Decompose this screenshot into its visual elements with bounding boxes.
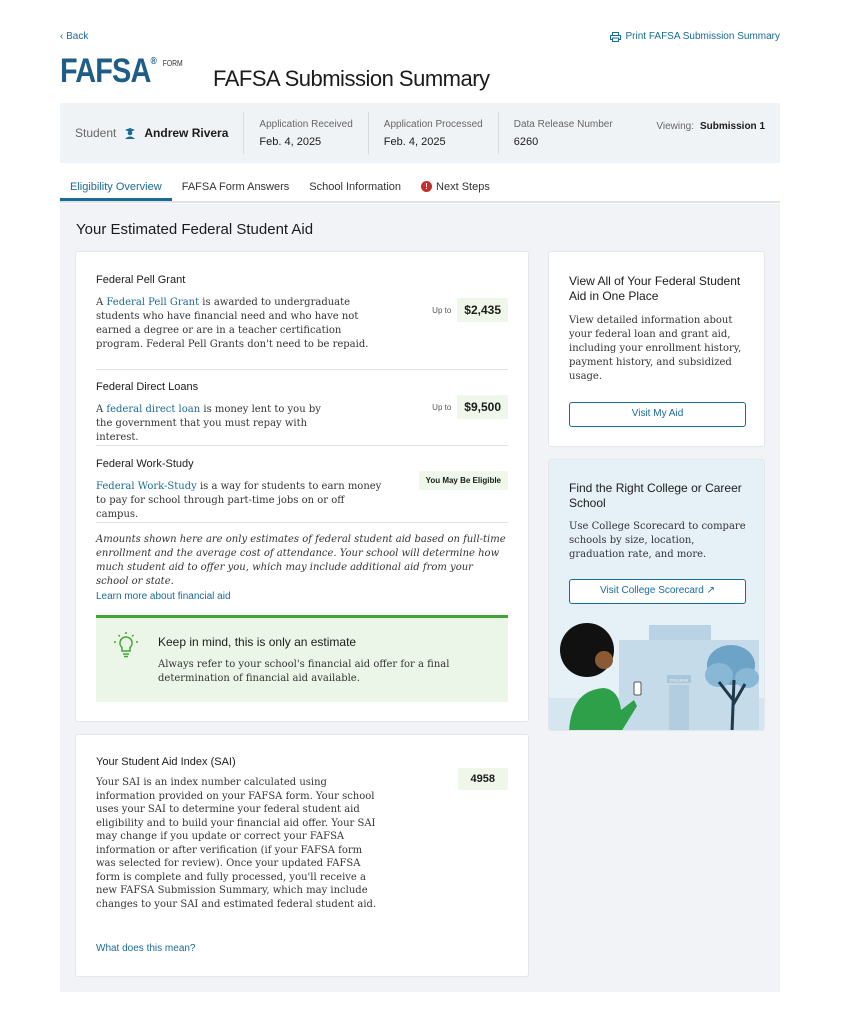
my-aid-body: View detailed information about your federal loan and grant aid, including your enrollment history, payment history, and subsidized usage. xyxy=(569,315,742,382)
learn-more-link[interactable]: Learn more about financial aid xyxy=(96,591,231,602)
sai-value: 4958 xyxy=(458,768,508,790)
drn-label: Data Release Number xyxy=(513,118,613,130)
aid-item-direct-loans: Federal Direct Loans A federal direct loan is money lent to you by the government that you must repay with interest. Up to $9,500 xyxy=(96,381,508,445)
fafsa-logo: FAFSA® $^{FORM}$ xyxy=(60,52,183,90)
tab-next-steps[interactable]: ! Next Steps xyxy=(411,176,500,201)
printer-icon xyxy=(610,32,621,42)
tab-school-information[interactable]: School Information xyxy=(309,181,402,193)
back-link[interactable]: ‹ Back xyxy=(60,31,89,42)
student-label: Student xyxy=(75,126,117,140)
tab-fafsa-form-answers[interactable]: FAFSA Form Answers xyxy=(181,181,290,193)
sai-body: Your SAI is an index number calculated using information provided on your FAFSA form. Your school uses your SAI to determine your federal student aid eligibility and to build your financial aid offer. Your SAI may change if you update or correct your FAFSA information or after verification (if your FAFSA form was selected for review). Once your updated FAFSA form is complete and fully processed, you'll receive a new FAFSA Submission Summary, which may include changes to your SAI and estimated federal student aid. xyxy=(96,777,377,910)
received-label: Application Received xyxy=(259,118,353,130)
processed-date: Feb. 4, 2025 xyxy=(383,135,446,148)
work-study-link[interactable]: Federal Work-Study xyxy=(96,481,197,492)
tab-bar xyxy=(60,176,780,203)
visit-college-scorecard-button[interactable]: Visit College Scorecard ↗ xyxy=(569,579,746,604)
lightbulb-icon xyxy=(111,630,141,660)
college-illustration xyxy=(549,610,765,731)
processed-label: Application Processed xyxy=(383,118,483,130)
sai-card xyxy=(75,734,529,977)
aid-amount: Up to $2,435 xyxy=(432,298,508,322)
divider xyxy=(96,369,508,370)
divider xyxy=(96,445,508,446)
aid-title: Federal Direct Loans xyxy=(96,381,199,393)
estimate-tip xyxy=(96,615,508,702)
tip-title: Keep in mind, this is only an estimate xyxy=(158,635,357,649)
aid-amount: Up to $9,500 xyxy=(432,395,508,419)
sai-title: Your Student Aid Index (SAI) xyxy=(96,756,236,768)
received-date: Feb. 4, 2025 xyxy=(259,135,322,148)
scorecard-card xyxy=(548,459,765,731)
aid-title: Federal Pell Grant xyxy=(96,274,186,286)
page-title: FAFSA Submission Summary xyxy=(213,66,490,91)
print-link[interactable] xyxy=(610,31,781,42)
alert-icon: ! xyxy=(421,181,432,192)
submission-info-bar xyxy=(60,103,780,163)
divider xyxy=(96,522,508,523)
aid-card xyxy=(75,251,529,722)
my-aid-title: View All of Your Federal Student Aid in One Place xyxy=(569,274,741,303)
viewing-submission: Viewing: Submission 1 xyxy=(656,121,765,132)
tip-body: Always refer to your school's financial aid offer for a final determination of financial aid available. xyxy=(158,659,450,684)
scorecard-body: Use College Scorecard to compare schools by size, location, graduation rate, and more. xyxy=(569,521,746,560)
external-link-icon: ↗ xyxy=(706,585,715,596)
tab-eligibility-overview[interactable]: Eligibility Overview xyxy=(60,176,172,201)
section-heading: Your Estimated Federal Student Aid xyxy=(76,221,314,238)
what-does-this-mean-link[interactable]: What does this mean? xyxy=(96,943,196,954)
svg-text:COLLEGE: COLLEGE xyxy=(669,677,689,683)
student-icon xyxy=(124,127,136,139)
drn-value: 6260 xyxy=(513,135,539,148)
aid-item-work-study: Federal Work-Study Federal Work-Study is a way for students to earn money to pay for school through part-time jobs on or off campus. You May Be Eligible xyxy=(96,458,508,522)
pell-grant-link[interactable]: Federal Pell Grant xyxy=(106,297,200,308)
main-content xyxy=(60,204,780,992)
student-name: Andrew Rivera xyxy=(144,126,229,140)
my-aid-card xyxy=(548,251,765,447)
scorecard-title: Find the Right College or Career School xyxy=(569,481,742,510)
disclaimer: Amounts shown here are only estimates of federal student aid based on full-time enrollment and the average cost of attendance. Your school will determine how much student aid to offer you, which may include additional aid from your school or state. xyxy=(96,534,506,587)
aid-item-pell: Federal Pell Grant A Federal Pell Grant is awarded to undergraduate students who have financial need and who have not earned a degree or are in a teacher certification program. Federal Pell Grants don't need to be repaid. Up to $2,435 xyxy=(96,274,508,352)
back-label: Back xyxy=(66,31,89,42)
aid-eligibility: You May Be Eligible xyxy=(419,471,508,490)
print-label: Print FAFSA Submission Summary xyxy=(625,31,780,42)
visit-my-aid-button[interactable]: Visit My Aid xyxy=(569,402,746,427)
aid-title: Federal Work-Study xyxy=(96,458,194,470)
direct-loan-link[interactable]: federal direct loan xyxy=(106,404,201,415)
